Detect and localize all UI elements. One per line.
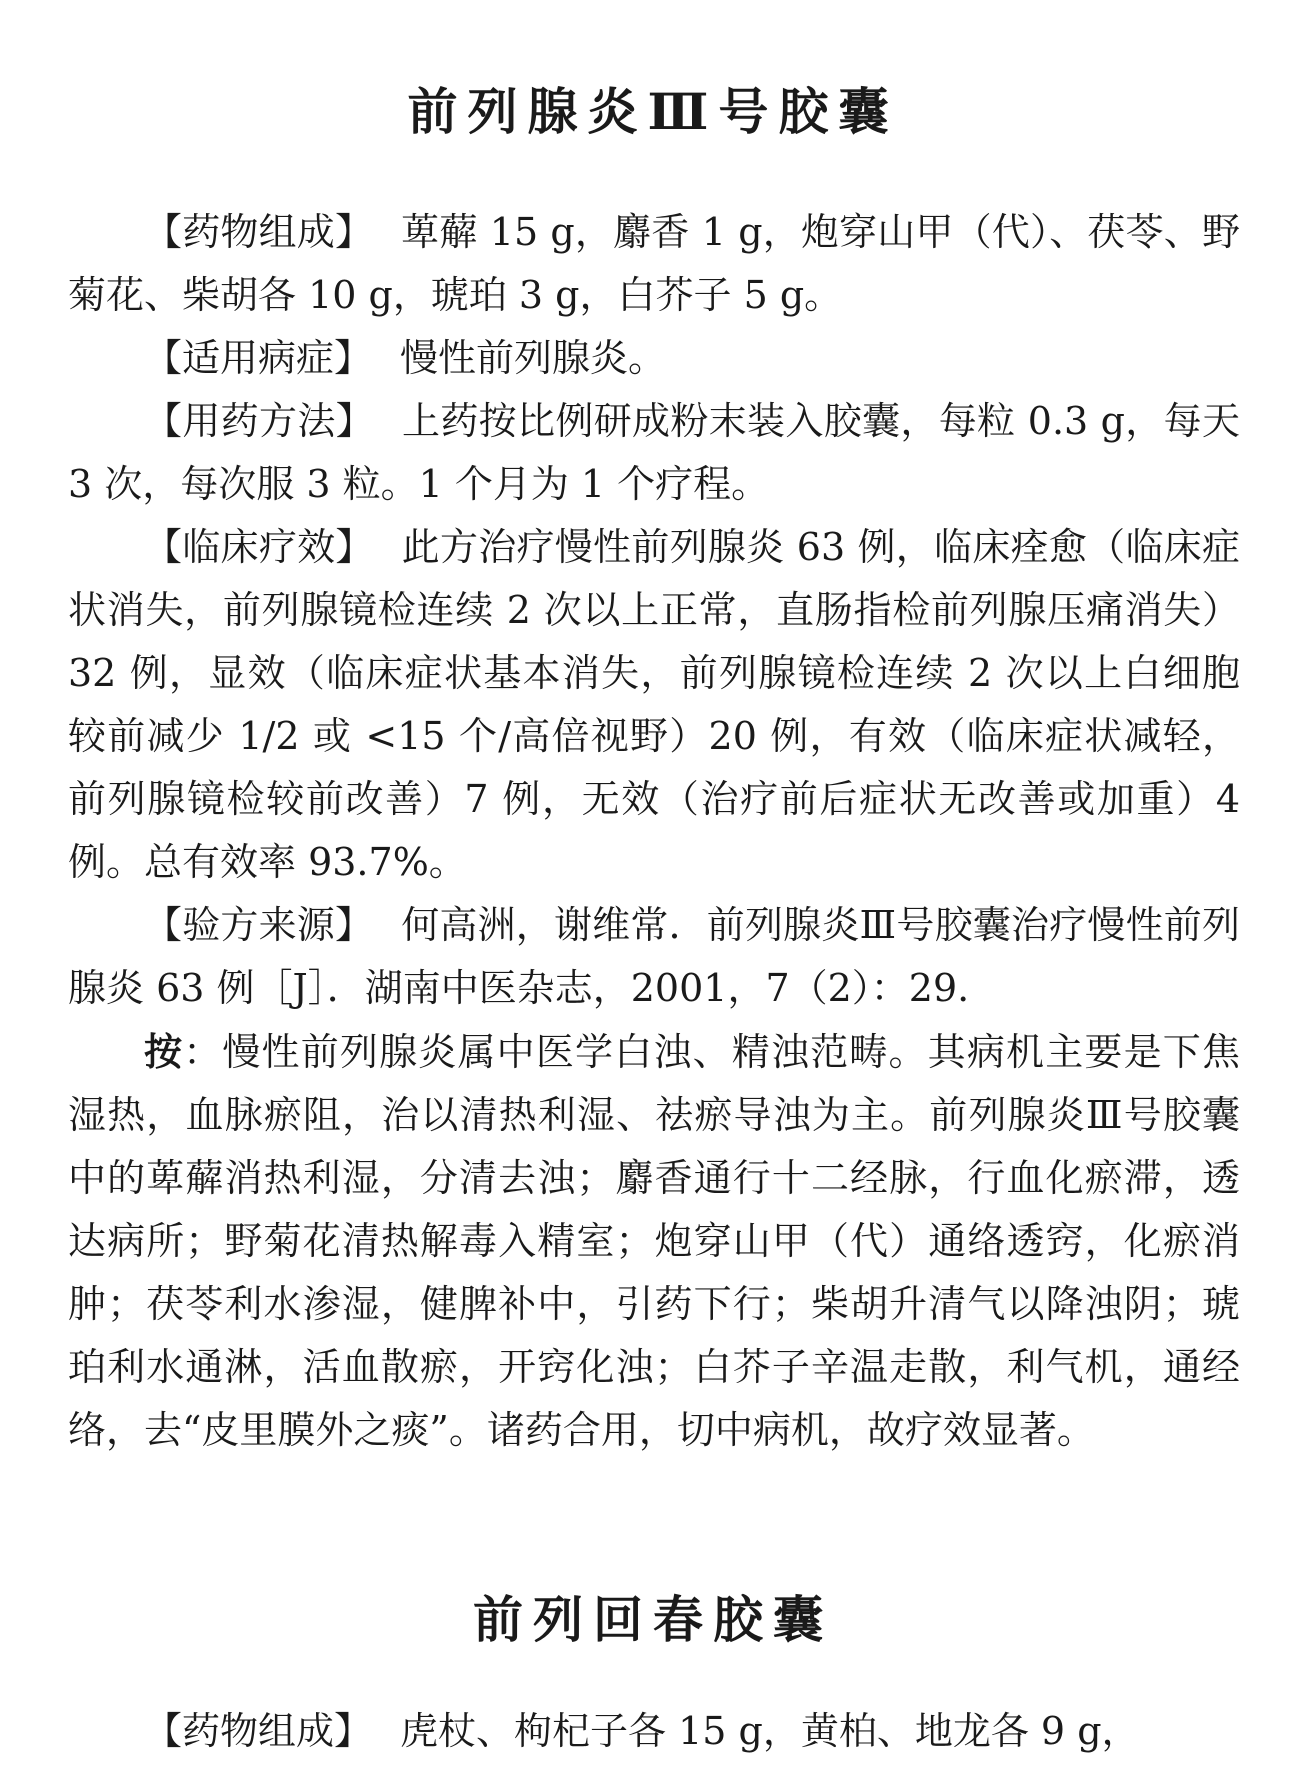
indication-label: 【适用病症】 — [144, 336, 373, 380]
note-text: ：慢性前列腺炎属中医学白浊、精浊范畴。其病机主要是下焦湿热，血脉瘀阻，治以清热利湿、祛瘀导浊为主。前列腺炎Ⅲ号胶囊中的萆薢消热利湿，分清去浊；麝香通行十二经脉，行血化瘀滞，透达病所；野菊花清热解毒入精室；炮穿山甲（代）通络透窍，化瘀消肿；茯苓利水渗湿，健脾补中，引药下行；柴胡升清气以降浊阴；琥珀利水通淋，活血散瘀，开窍化浊；白芥子辛温走散，利气机，通经络，去“皮里膜外之痰”。诸药合用，切中病机，故疗效显著。 — [68, 1030, 1240, 1452]
composition-text: 虎杖、枸杞子各 15 g，黄柏、地龙各 9 g， — [400, 1709, 1140, 1753]
source-label: 【验方来源】 — [144, 903, 374, 947]
source-text: 何高洲，谢维常．前列腺炎Ⅲ号胶囊治疗慢性前列腺炎 63 例［J］．湖南中医杂志，2001，7（2）：29. — [68, 903, 1240, 1010]
usage-text: 上药按比例研成粉末装入胶囊，每粒 0.3 g，每天 3 次，每次服 3 粒。1 个月为 1 个疗程。 — [68, 399, 1240, 506]
section-body — [68, 201, 1240, 1462]
note-paragraph — [68, 1020, 1240, 1462]
composition-paragraph — [68, 201, 1240, 327]
composition-paragraph — [68, 1700, 1240, 1763]
note-label: 按 — [144, 1029, 184, 1074]
section-title: 前列腺炎Ⅲ号胶囊 — [407, 82, 899, 141]
composition-label: 【药物组成】 — [144, 210, 374, 254]
section-body — [68, 1700, 1240, 1763]
section-title: 前列回春胶囊 — [473, 1590, 833, 1649]
indication-text: 慢性前列腺炎。 — [400, 336, 667, 380]
indication-paragraph — [68, 327, 1240, 390]
usage-label: 【用药方法】 — [144, 399, 375, 443]
efficacy-paragraph — [68, 516, 1240, 894]
efficacy-text: 此方治疗慢性前列腺炎 63 例，临床痊愈（临床症状消失，前列腺镜检连续 2 次以上正常，直肠指检前列腺压痛消失）32 例，显效（临床症状基本消失，前列腺镜检连续 2 次以上白细胞较前减少 1/2 或 <15 个/高倍视野）20 例，有效（临床症状减轻，前列腺镜检较前改善）7 例，无效（治疗前后症状无改善或加重）4 例。总有效率 93.7%。 — [68, 525, 1240, 884]
usage-paragraph — [68, 390, 1240, 516]
source-paragraph — [68, 894, 1240, 1020]
efficacy-label: 【临床疗效】 — [144, 525, 374, 569]
composition-text: 萆薢 15 g，麝香 1 g，炮穿山甲（代）、茯苓、野菊花、柴胡各 10 g，琥珀 3 g，白芥子 5 g。 — [68, 210, 1240, 317]
composition-label: 【药物组成】 — [144, 1709, 373, 1753]
